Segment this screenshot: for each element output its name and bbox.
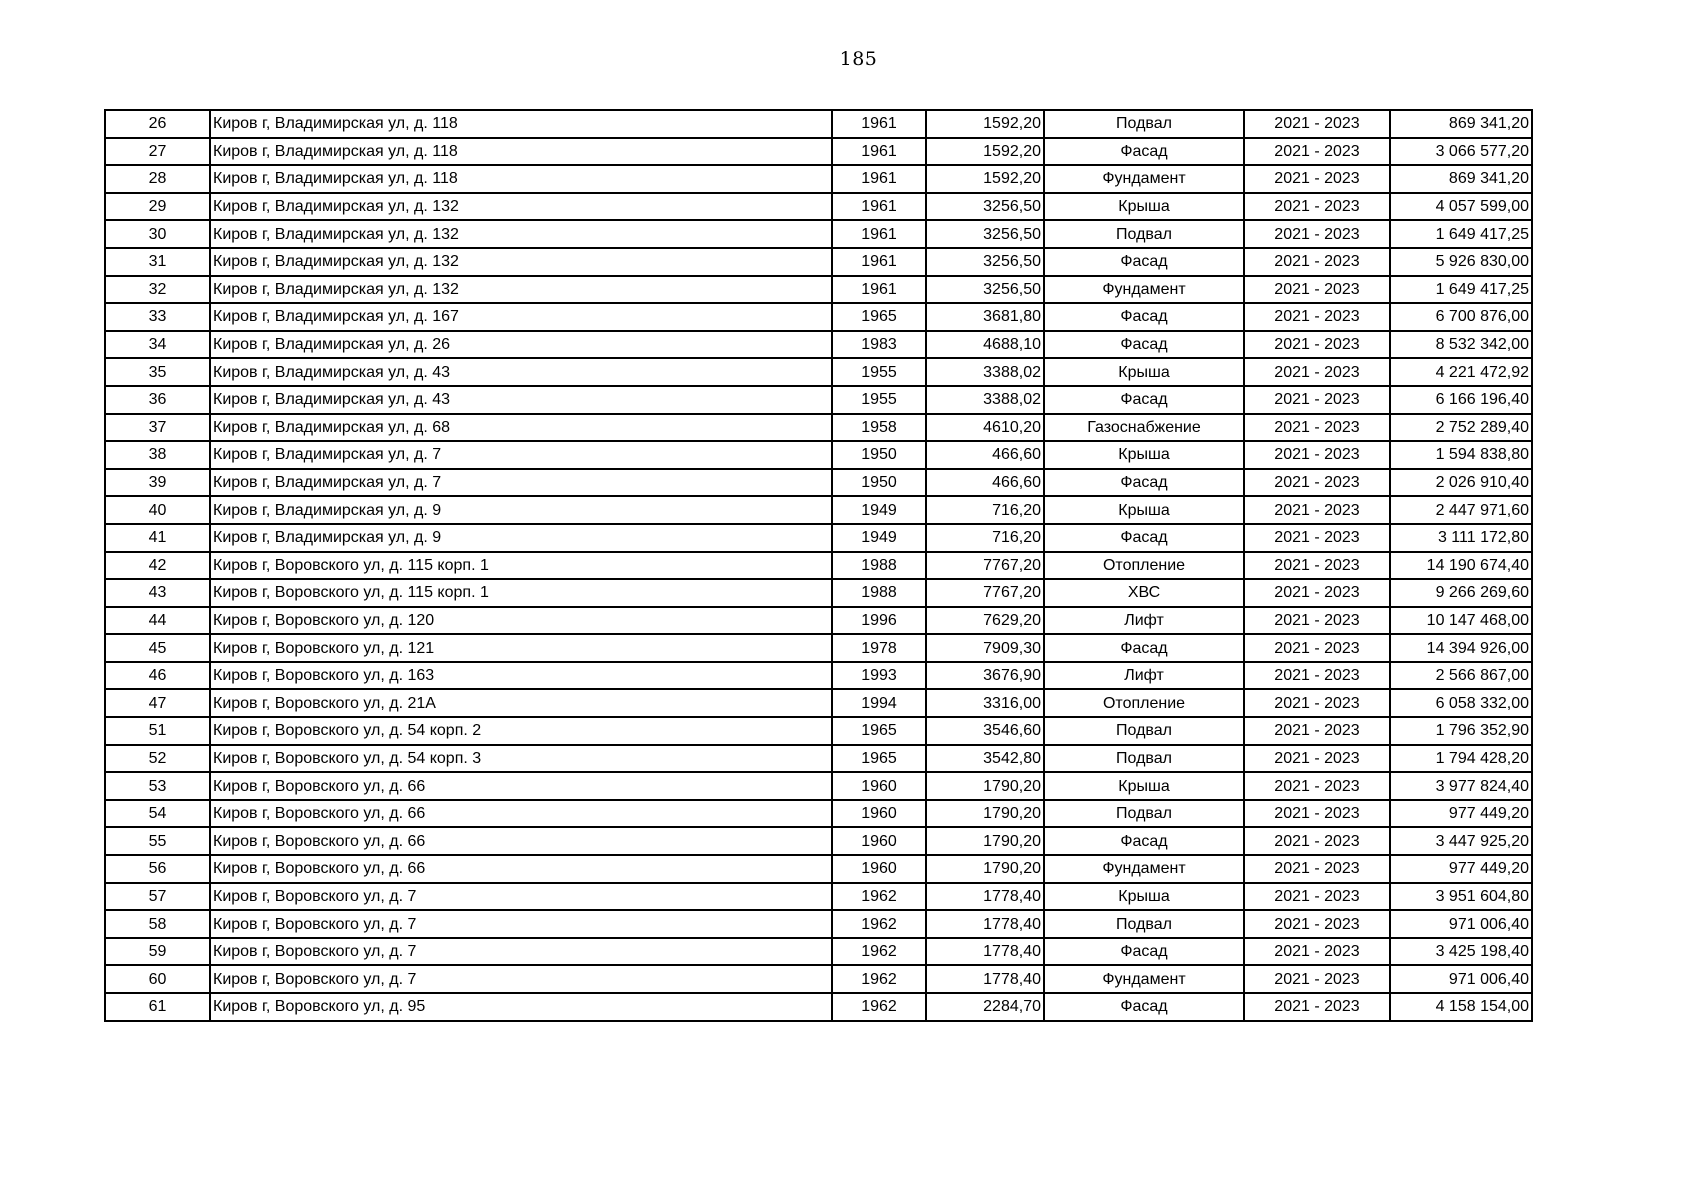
year-built-cell: 1960: [832, 800, 926, 828]
row-number-cell: 43: [105, 579, 210, 607]
period-cell: 2021 - 2023: [1244, 524, 1390, 552]
table-row: [105, 165, 1532, 193]
period-cell: 2021 - 2023: [1244, 717, 1390, 745]
area-cell: 1592,20: [926, 165, 1044, 193]
row-number-cell: 34: [105, 331, 210, 359]
address-cell: Киров г, Владимирская ул, д. 118: [210, 110, 832, 138]
work-type-cell: Фундамент: [1044, 165, 1244, 193]
cost-cell: 1 796 352,90: [1390, 717, 1532, 745]
cost-cell: 1 794 428,20: [1390, 745, 1532, 773]
work-type-cell: Фундамент: [1044, 855, 1244, 883]
period-cell: 2021 - 2023: [1244, 993, 1390, 1021]
cost-cell: 4 158 154,00: [1390, 993, 1532, 1021]
work-type-cell: Подвал: [1044, 800, 1244, 828]
row-number-cell: 52: [105, 745, 210, 773]
address-cell: Киров г, Владимирская ул, д. 26: [210, 331, 832, 359]
period-cell: 2021 - 2023: [1244, 662, 1390, 690]
cost-cell: 2 752 289,40: [1390, 414, 1532, 442]
row-number-cell: 44: [105, 607, 210, 635]
period-cell: 2021 - 2023: [1244, 358, 1390, 386]
table-row: [105, 276, 1532, 304]
period-cell: 2021 - 2023: [1244, 965, 1390, 993]
work-type-cell: Подвал: [1044, 220, 1244, 248]
period-cell: 2021 - 2023: [1244, 469, 1390, 497]
table-row: [105, 745, 1532, 773]
address-cell: Киров г, Владимирская ул, д. 132: [210, 220, 832, 248]
area-cell: 466,60: [926, 469, 1044, 497]
work-type-cell: Крыша: [1044, 883, 1244, 911]
year-built-cell: 1961: [832, 248, 926, 276]
period-cell: 2021 - 2023: [1244, 689, 1390, 717]
area-cell: 7767,20: [926, 552, 1044, 580]
cost-cell: 3 425 198,40: [1390, 938, 1532, 966]
cost-cell: 3 977 824,40: [1390, 772, 1532, 800]
period-cell: 2021 - 2023: [1244, 552, 1390, 580]
work-type-cell: Крыша: [1044, 358, 1244, 386]
cost-cell: 6 166 196,40: [1390, 386, 1532, 414]
year-built-cell: 1965: [832, 303, 926, 331]
cost-cell: 1 594 838,80: [1390, 441, 1532, 469]
address-cell: Киров г, Владимирская ул, д. 132: [210, 248, 832, 276]
area-cell: 466,60: [926, 441, 1044, 469]
row-number-cell: 53: [105, 772, 210, 800]
row-number-cell: 55: [105, 827, 210, 855]
row-number-cell: 37: [105, 414, 210, 442]
row-number-cell: 42: [105, 552, 210, 580]
year-built-cell: 1996: [832, 607, 926, 635]
cost-cell: 869 341,20: [1390, 110, 1532, 138]
area-cell: 3256,50: [926, 193, 1044, 221]
table-row: [105, 303, 1532, 331]
period-cell: 2021 - 2023: [1244, 579, 1390, 607]
cost-cell: 971 006,40: [1390, 965, 1532, 993]
period-cell: 2021 - 2023: [1244, 441, 1390, 469]
table-row: [105, 634, 1532, 662]
address-cell: Киров г, Воровского ул, д. 66: [210, 800, 832, 828]
table-row: [105, 441, 1532, 469]
area-cell: 1778,40: [926, 938, 1044, 966]
table-row: [105, 386, 1532, 414]
work-type-cell: Фасад: [1044, 634, 1244, 662]
period-cell: 2021 - 2023: [1244, 331, 1390, 359]
table-row: [105, 800, 1532, 828]
row-number-cell: 29: [105, 193, 210, 221]
address-cell: Киров г, Владимирская ул, д. 7: [210, 469, 832, 497]
area-cell: 3388,02: [926, 386, 1044, 414]
row-number-cell: 30: [105, 220, 210, 248]
cost-cell: 9 266 269,60: [1390, 579, 1532, 607]
row-number-cell: 38: [105, 441, 210, 469]
year-built-cell: 1955: [832, 358, 926, 386]
period-cell: 2021 - 2023: [1244, 165, 1390, 193]
table-row: [105, 717, 1532, 745]
period-cell: 2021 - 2023: [1244, 772, 1390, 800]
area-cell: 4688,10: [926, 331, 1044, 359]
row-number-cell: 41: [105, 524, 210, 552]
area-cell: 3316,00: [926, 689, 1044, 717]
area-cell: 7909,30: [926, 634, 1044, 662]
cost-cell: 6 058 332,00: [1390, 689, 1532, 717]
year-built-cell: 1961: [832, 276, 926, 304]
table-row: [105, 331, 1532, 359]
work-type-cell: Фасад: [1044, 524, 1244, 552]
table-row: [105, 965, 1532, 993]
address-cell: Киров г, Воровского ул, д. 7: [210, 938, 832, 966]
year-built-cell: 1993: [832, 662, 926, 690]
year-built-cell: 1988: [832, 552, 926, 580]
repair-program-table: [104, 109, 1533, 1022]
cost-cell: 977 449,20: [1390, 855, 1532, 883]
work-type-cell: Отопление: [1044, 689, 1244, 717]
area-cell: 7629,20: [926, 607, 1044, 635]
work-type-cell: Фасад: [1044, 386, 1244, 414]
row-number-cell: 27: [105, 138, 210, 166]
period-cell: 2021 - 2023: [1244, 634, 1390, 662]
cost-cell: 14 190 674,40: [1390, 552, 1532, 580]
address-cell: Киров г, Владимирская ул, д. 9: [210, 524, 832, 552]
work-type-cell: Крыша: [1044, 772, 1244, 800]
area-cell: 2284,70: [926, 993, 1044, 1021]
area-cell: 1592,20: [926, 110, 1044, 138]
period-cell: 2021 - 2023: [1244, 276, 1390, 304]
address-cell: Киров г, Владимирская ул, д. 9: [210, 496, 832, 524]
year-built-cell: 1962: [832, 938, 926, 966]
work-type-cell: Подвал: [1044, 717, 1244, 745]
area-cell: 3546,60: [926, 717, 1044, 745]
work-type-cell: Фундамент: [1044, 965, 1244, 993]
address-cell: Киров г, Воровского ул, д. 7: [210, 883, 832, 911]
year-built-cell: 1950: [832, 469, 926, 497]
cost-cell: 2 026 910,40: [1390, 469, 1532, 497]
period-cell: 2021 - 2023: [1244, 910, 1390, 938]
table-row: [105, 110, 1532, 138]
table-row: [105, 938, 1532, 966]
area-cell: 1778,40: [926, 883, 1044, 911]
table-row: [105, 689, 1532, 717]
year-built-cell: 1962: [832, 993, 926, 1021]
row-number-cell: 35: [105, 358, 210, 386]
address-cell: Киров г, Воровского ул, д. 120: [210, 607, 832, 635]
year-built-cell: 1962: [832, 965, 926, 993]
table-row: [105, 855, 1532, 883]
table-row: [105, 910, 1532, 938]
address-cell: Киров г, Воровского ул, д. 66: [210, 827, 832, 855]
work-type-cell: Фундамент: [1044, 276, 1244, 304]
row-number-cell: 54: [105, 800, 210, 828]
row-number-cell: 59: [105, 938, 210, 966]
work-type-cell: Крыша: [1044, 441, 1244, 469]
table-row: [105, 193, 1532, 221]
work-type-cell: Фасад: [1044, 827, 1244, 855]
address-cell: Киров г, Воровского ул, д. 7: [210, 965, 832, 993]
address-cell: Киров г, Воровского ул, д. 66: [210, 855, 832, 883]
row-number-cell: 33: [105, 303, 210, 331]
area-cell: 3681,80: [926, 303, 1044, 331]
table-row: [105, 138, 1532, 166]
year-built-cell: 1960: [832, 855, 926, 883]
period-cell: 2021 - 2023: [1244, 496, 1390, 524]
area-cell: 1790,20: [926, 855, 1044, 883]
period-cell: 2021 - 2023: [1244, 138, 1390, 166]
table-row: [105, 524, 1532, 552]
table-row: [105, 220, 1532, 248]
area-cell: 1790,20: [926, 827, 1044, 855]
address-cell: Киров г, Воровского ул, д. 95: [210, 993, 832, 1021]
area-cell: 3256,50: [926, 220, 1044, 248]
address-cell: Киров г, Владимирская ул, д. 118: [210, 165, 832, 193]
year-built-cell: 1988: [832, 579, 926, 607]
area-cell: 4610,20: [926, 414, 1044, 442]
work-type-cell: Подвал: [1044, 110, 1244, 138]
cost-cell: 6 700 876,00: [1390, 303, 1532, 331]
year-built-cell: 1983: [832, 331, 926, 359]
period-cell: 2021 - 2023: [1244, 855, 1390, 883]
row-number-cell: 36: [105, 386, 210, 414]
table-row: [105, 414, 1532, 442]
year-built-cell: 1961: [832, 110, 926, 138]
period-cell: 2021 - 2023: [1244, 745, 1390, 773]
year-built-cell: 1978: [832, 634, 926, 662]
cost-cell: 2 566 867,00: [1390, 662, 1532, 690]
address-cell: Киров г, Воровского ул, д. 54 корп. 3: [210, 745, 832, 773]
work-type-cell: Фасад: [1044, 938, 1244, 966]
area-cell: 3256,50: [926, 248, 1044, 276]
table-row: [105, 552, 1532, 580]
row-number-cell: 31: [105, 248, 210, 276]
table-row: [105, 496, 1532, 524]
address-cell: Киров г, Воровского ул, д. 54 корп. 2: [210, 717, 832, 745]
address-cell: Киров г, Воровского ул, д. 7: [210, 910, 832, 938]
address-cell: Киров г, Воровского ул, д. 115 корп. 1: [210, 552, 832, 580]
work-type-cell: Подвал: [1044, 745, 1244, 773]
area-cell: 3542,80: [926, 745, 1044, 773]
address-cell: Киров г, Воровского ул, д. 163: [210, 662, 832, 690]
row-number-cell: 57: [105, 883, 210, 911]
work-type-cell: Фасад: [1044, 469, 1244, 497]
area-cell: 716,20: [926, 524, 1044, 552]
table-row: [105, 772, 1532, 800]
table-row: [105, 607, 1532, 635]
period-cell: 2021 - 2023: [1244, 827, 1390, 855]
row-number-cell: 47: [105, 689, 210, 717]
area-cell: 1592,20: [926, 138, 1044, 166]
year-built-cell: 1962: [832, 910, 926, 938]
work-type-cell: Лифт: [1044, 662, 1244, 690]
year-built-cell: 1949: [832, 524, 926, 552]
address-cell: Киров г, Владимирская ул, д. 132: [210, 276, 832, 304]
row-number-cell: 51: [105, 717, 210, 745]
work-type-cell: Фасад: [1044, 303, 1244, 331]
work-type-cell: Фасад: [1044, 248, 1244, 276]
work-type-cell: Подвал: [1044, 910, 1244, 938]
year-built-cell: 1961: [832, 220, 926, 248]
row-number-cell: 46: [105, 662, 210, 690]
cost-cell: 8 532 342,00: [1390, 331, 1532, 359]
area-cell: 3388,02: [926, 358, 1044, 386]
address-cell: Киров г, Владимирская ул, д. 7: [210, 441, 832, 469]
work-type-cell: Отопление: [1044, 552, 1244, 580]
work-type-cell: Лифт: [1044, 607, 1244, 635]
period-cell: 2021 - 2023: [1244, 303, 1390, 331]
year-built-cell: 1962: [832, 883, 926, 911]
period-cell: 2021 - 2023: [1244, 110, 1390, 138]
year-built-cell: 1961: [832, 138, 926, 166]
area-cell: 7767,20: [926, 579, 1044, 607]
address-cell: Киров г, Воровского ул, д. 121: [210, 634, 832, 662]
table-row: [105, 358, 1532, 386]
period-cell: 2021 - 2023: [1244, 883, 1390, 911]
cost-cell: 977 449,20: [1390, 800, 1532, 828]
row-number-cell: 56: [105, 855, 210, 883]
cost-cell: 10 147 468,00: [1390, 607, 1532, 635]
year-built-cell: 1960: [832, 772, 926, 800]
area-cell: 1778,40: [926, 965, 1044, 993]
work-type-cell: Фасад: [1044, 138, 1244, 166]
address-cell: Киров г, Владимирская ул, д. 167: [210, 303, 832, 331]
year-built-cell: 1965: [832, 745, 926, 773]
cost-cell: 3 951 604,80: [1390, 883, 1532, 911]
period-cell: 2021 - 2023: [1244, 193, 1390, 221]
address-cell: Киров г, Воровского ул, д. 21А: [210, 689, 832, 717]
period-cell: 2021 - 2023: [1244, 248, 1390, 276]
work-type-cell: Фасад: [1044, 331, 1244, 359]
year-built-cell: 1960: [832, 827, 926, 855]
table-row: [105, 827, 1532, 855]
year-built-cell: 1994: [832, 689, 926, 717]
row-number-cell: 40: [105, 496, 210, 524]
cost-cell: 3 066 577,20: [1390, 138, 1532, 166]
address-cell: Киров г, Владимирская ул, д. 68: [210, 414, 832, 442]
year-built-cell: 1958: [832, 414, 926, 442]
table-row: [105, 993, 1532, 1021]
work-type-cell: ХВС: [1044, 579, 1244, 607]
area-cell: 3676,90: [926, 662, 1044, 690]
table-row: [105, 579, 1532, 607]
year-built-cell: 1955: [832, 386, 926, 414]
cost-cell: 1 649 417,25: [1390, 276, 1532, 304]
row-number-cell: 61: [105, 993, 210, 1021]
cost-cell: 5 926 830,00: [1390, 248, 1532, 276]
year-built-cell: 1961: [832, 193, 926, 221]
address-cell: Киров г, Владимирская ул, д. 132: [210, 193, 832, 221]
table-row: [105, 883, 1532, 911]
area-cell: 1778,40: [926, 910, 1044, 938]
work-type-cell: Крыша: [1044, 496, 1244, 524]
period-cell: 2021 - 2023: [1244, 386, 1390, 414]
year-built-cell: 1965: [832, 717, 926, 745]
area-cell: 1790,20: [926, 772, 1044, 800]
cost-cell: 971 006,40: [1390, 910, 1532, 938]
work-type-cell: Крыша: [1044, 193, 1244, 221]
area-cell: 1790,20: [926, 800, 1044, 828]
year-built-cell: 1949: [832, 496, 926, 524]
cost-cell: 2 447 971,60: [1390, 496, 1532, 524]
cost-cell: 4 221 472,92: [1390, 358, 1532, 386]
table-row: [105, 248, 1532, 276]
cost-cell: 14 394 926,00: [1390, 634, 1532, 662]
address-cell: Киров г, Владимирская ул, д. 43: [210, 358, 832, 386]
row-number-cell: 28: [105, 165, 210, 193]
page-number: 185: [839, 48, 878, 70]
row-number-cell: 32: [105, 276, 210, 304]
period-cell: 2021 - 2023: [1244, 220, 1390, 248]
address-cell: Киров г, Владимирская ул, д. 43: [210, 386, 832, 414]
area-cell: 716,20: [926, 496, 1044, 524]
row-number-cell: 60: [105, 965, 210, 993]
year-built-cell: 1950: [832, 441, 926, 469]
period-cell: 2021 - 2023: [1244, 938, 1390, 966]
table-body: [105, 110, 1532, 1021]
cost-cell: 1 649 417,25: [1390, 220, 1532, 248]
period-cell: 2021 - 2023: [1244, 800, 1390, 828]
row-number-cell: 45: [105, 634, 210, 662]
row-number-cell: 39: [105, 469, 210, 497]
year-built-cell: 1961: [832, 165, 926, 193]
row-number-cell: 58: [105, 910, 210, 938]
cost-cell: 4 057 599,00: [1390, 193, 1532, 221]
cost-cell: 3 111 172,80: [1390, 524, 1532, 552]
period-cell: 2021 - 2023: [1244, 607, 1390, 635]
cost-cell: 3 447 925,20: [1390, 827, 1532, 855]
cost-cell: 869 341,20: [1390, 165, 1532, 193]
table-row: [105, 662, 1532, 690]
work-type-cell: Газоснабжение: [1044, 414, 1244, 442]
area-cell: 3256,50: [926, 276, 1044, 304]
address-cell: Киров г, Владимирская ул, д. 118: [210, 138, 832, 166]
table-row: [105, 469, 1532, 497]
row-number-cell: 26: [105, 110, 210, 138]
address-cell: Киров г, Воровского ул, д. 66: [210, 772, 832, 800]
period-cell: 2021 - 2023: [1244, 414, 1390, 442]
work-type-cell: Фасад: [1044, 993, 1244, 1021]
address-cell: Киров г, Воровского ул, д. 115 корп. 1: [210, 579, 832, 607]
